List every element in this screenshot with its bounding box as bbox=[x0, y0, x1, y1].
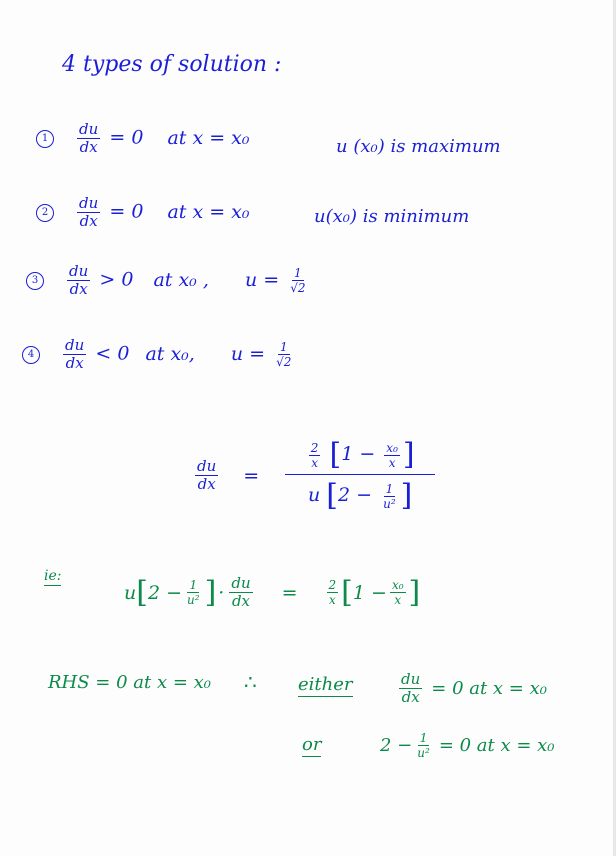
one-minus: 1 − bbox=[341, 443, 376, 465]
fraction-denominator: x bbox=[394, 593, 402, 607]
fraction-numerator: du bbox=[69, 262, 89, 280]
case-3 bbox=[26, 264, 310, 297]
open-bracket: [ bbox=[341, 574, 353, 610]
either-label bbox=[298, 674, 353, 695]
u-symbol: u bbox=[124, 581, 137, 604]
derivative-fraction bbox=[77, 196, 100, 229]
case-1-note: u (x₀) is maximum bbox=[336, 136, 501, 157]
x0-over-x bbox=[390, 579, 406, 606]
derivative-fraction bbox=[77, 122, 100, 155]
one-over-u2 bbox=[415, 732, 432, 759]
case-4 bbox=[22, 338, 296, 371]
ie-label bbox=[44, 568, 61, 584]
fraction-denominator: dx bbox=[197, 475, 216, 493]
x0-over-x bbox=[384, 442, 400, 469]
fraction-numerator: du bbox=[79, 120, 99, 138]
fraction-denominator: x bbox=[311, 455, 318, 470]
equals-sign: = bbox=[281, 581, 298, 604]
either-rest: = 0 at x = x₀ bbox=[431, 678, 547, 699]
fraction-numerator: 2 bbox=[310, 440, 319, 455]
condition: at x = x₀ bbox=[167, 200, 250, 223]
fraction-denominator: x bbox=[328, 593, 336, 607]
open-bracket: [ bbox=[136, 574, 148, 610]
condition: at x₀ , bbox=[153, 268, 209, 291]
case-number: 1 bbox=[36, 130, 54, 148]
fraction-denominator: u² bbox=[187, 593, 200, 607]
or-condition bbox=[380, 732, 555, 759]
derivative-fraction bbox=[195, 459, 218, 492]
one-over-u2 bbox=[185, 579, 202, 606]
rhs-fraction bbox=[285, 437, 435, 513]
fraction-numerator: 1 bbox=[294, 266, 302, 280]
relation: > 0 bbox=[99, 268, 134, 291]
two-minus: 2 − bbox=[147, 581, 183, 604]
one-over-root-two bbox=[288, 267, 307, 294]
derivative-fraction bbox=[63, 338, 86, 371]
either-text: either bbox=[298, 674, 353, 695]
relation: = 0 bbox=[109, 200, 144, 223]
fraction-numerator: 1 bbox=[279, 340, 288, 354]
fraction-numerator: du bbox=[231, 574, 251, 592]
rhs-denominator bbox=[308, 475, 412, 511]
relation: = 0 bbox=[109, 126, 144, 149]
fraction-denominator: u² bbox=[383, 496, 396, 511]
close-bracket: ] bbox=[204, 574, 217, 610]
fraction-numerator: du bbox=[401, 670, 421, 688]
main-equation bbox=[192, 437, 435, 513]
ie-text: ie: bbox=[44, 568, 62, 584]
fraction-denominator: dx bbox=[79, 212, 98, 230]
equals-sign: = bbox=[243, 464, 260, 487]
or-label bbox=[302, 734, 321, 755]
fraction-numerator: x₀ bbox=[386, 440, 398, 455]
fraction-denominator: √2 bbox=[276, 355, 292, 369]
derivative-fraction bbox=[67, 264, 90, 297]
fraction-numerator: 1 bbox=[385, 481, 394, 496]
u-equals: u = bbox=[244, 268, 280, 291]
one-over-root-two bbox=[274, 341, 293, 368]
or-text: or bbox=[302, 734, 322, 755]
one-minus: 1 − bbox=[352, 581, 387, 604]
fraction-denominator: dx bbox=[79, 138, 98, 156]
u-equals: u = bbox=[230, 342, 266, 365]
fraction-denominator: dx bbox=[65, 354, 84, 372]
case-number: 3 bbox=[26, 272, 44, 290]
open-bracket: [ bbox=[329, 437, 342, 472]
fraction-numerator: du bbox=[65, 336, 85, 354]
u-symbol: u bbox=[307, 484, 321, 506]
condition: at x₀, bbox=[145, 342, 195, 365]
fraction-denominator: u² bbox=[417, 746, 430, 760]
rhs-numerator bbox=[296, 437, 425, 474]
rhs-statement: RHS = 0 at x = x₀ bbox=[48, 672, 212, 693]
fraction-numerator: 2 bbox=[328, 578, 337, 592]
fraction-numerator: du bbox=[197, 457, 217, 475]
fraction-numerator: x₀ bbox=[391, 578, 404, 592]
derivative-fraction bbox=[229, 576, 252, 609]
fraction-denominator: dx bbox=[401, 688, 420, 706]
or-rest: = 0 at x = x₀ bbox=[438, 735, 555, 756]
ie-equation bbox=[124, 576, 420, 609]
fraction-numerator: 1 bbox=[419, 731, 428, 745]
fraction-denominator: dx bbox=[69, 280, 88, 298]
relation: < 0 bbox=[95, 342, 130, 365]
two-over-x bbox=[309, 442, 321, 469]
fraction-denominator: √2 bbox=[290, 281, 306, 295]
fraction-denominator: x bbox=[388, 455, 396, 470]
case-2-note: u(x₀) is minimum bbox=[314, 206, 470, 227]
dot-operator: · bbox=[218, 581, 225, 604]
derivative-fraction bbox=[399, 672, 422, 705]
fraction-denominator: dx bbox=[231, 592, 250, 610]
therefore-symbol: ∴ bbox=[244, 670, 257, 694]
close-bracket: ] bbox=[408, 574, 421, 610]
open-bracket: [ bbox=[326, 478, 338, 513]
either-condition bbox=[396, 672, 547, 705]
case-2 bbox=[36, 196, 250, 229]
two-minus: 2 − bbox=[338, 484, 373, 506]
one-over-u2 bbox=[381, 483, 398, 510]
case-number: 2 bbox=[36, 204, 54, 222]
fraction-numerator: 1 bbox=[189, 578, 198, 592]
case-number: 4 bbox=[22, 346, 40, 364]
condition: at x = x₀ bbox=[167, 126, 250, 149]
page-heading: 4 types of solution : bbox=[62, 52, 282, 77]
close-bracket: ] bbox=[400, 478, 413, 513]
case-1 bbox=[36, 122, 250, 155]
two-over-x bbox=[327, 579, 339, 606]
two-minus: 2 − bbox=[380, 735, 413, 756]
close-bracket: ] bbox=[402, 437, 415, 472]
fraction-numerator: du bbox=[79, 194, 99, 212]
